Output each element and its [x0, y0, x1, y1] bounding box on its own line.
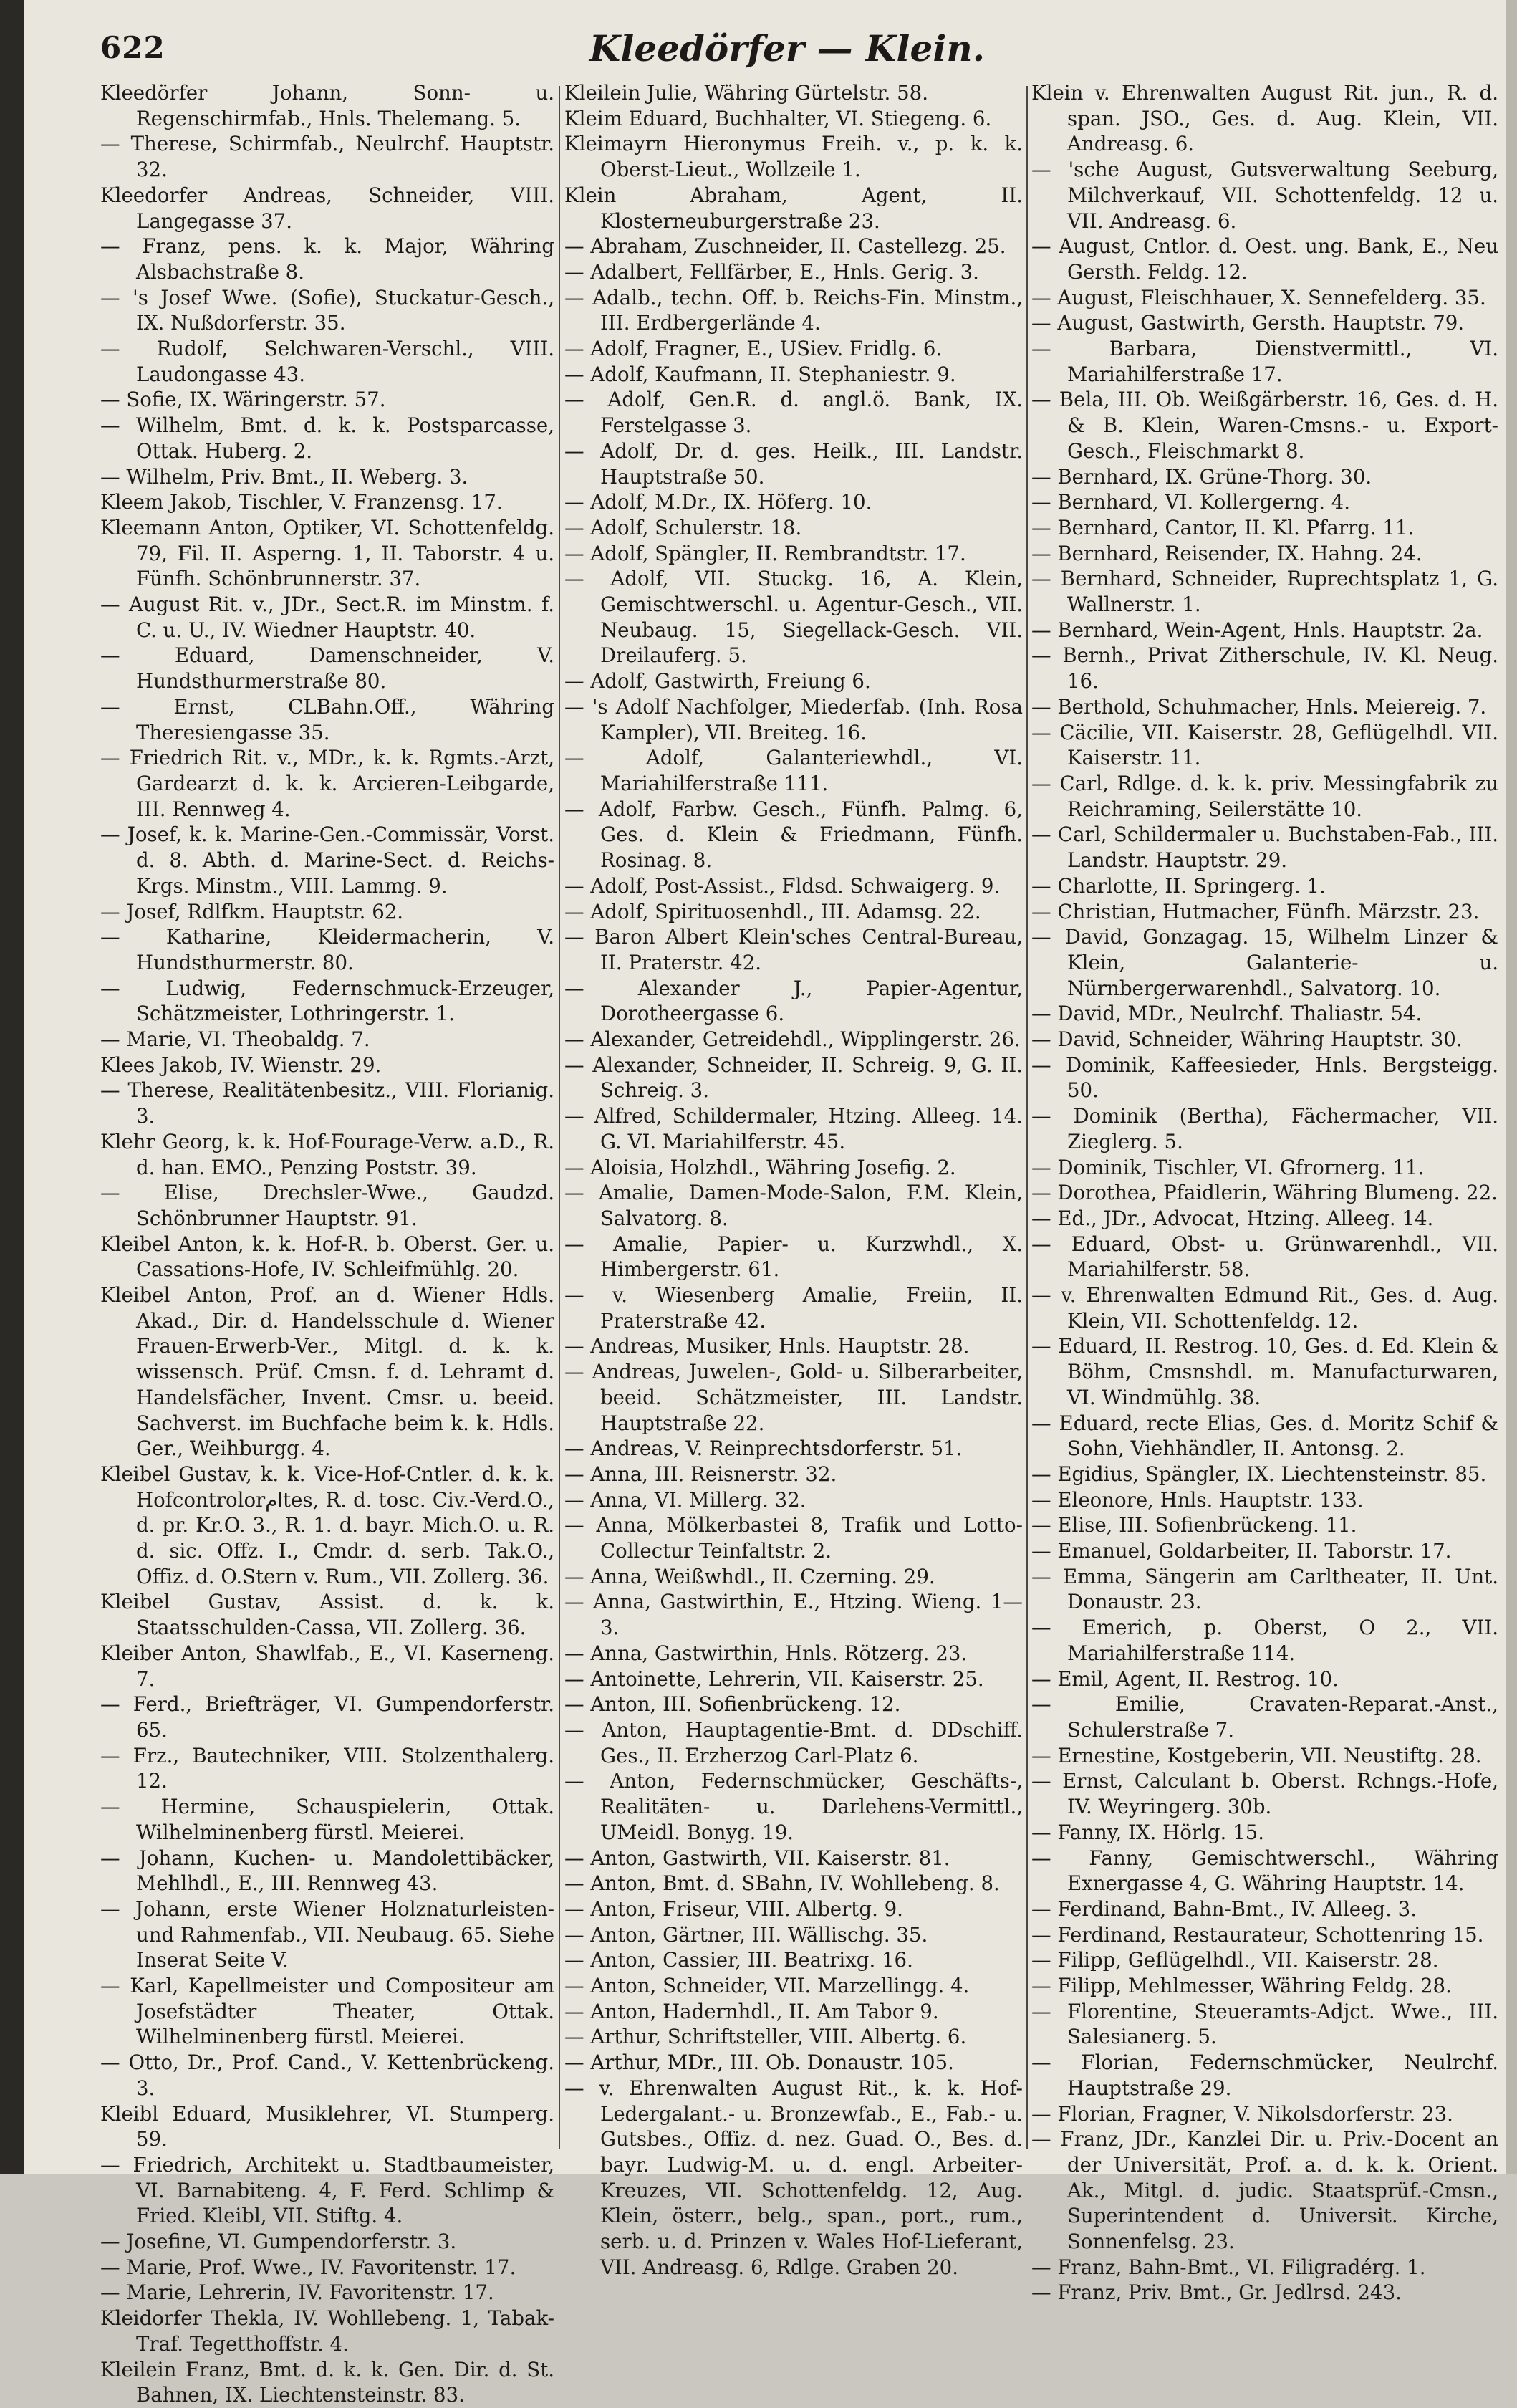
directory-entry: — 's Adolf Nachfolger, Miederfab. (Inh. Rosa Kampler), VII. Breiteg. 16. — [564, 694, 1023, 744]
directory-entry: Kleibel Anton, k. k. Hof-R. b. Oberst. Ger. u. Cassations-Hofe, IV. Schleifmühlg. 20. — [100, 1232, 554, 1282]
directory-entry: — August, Cntlor. d. Oest. ung. Bank, E., Neu Gersth. Feldg. 12. — [1031, 234, 1498, 284]
directory-entry: — Emma, Sängerin am Carltheater, II. Unt. Donaustr. 23. — [1031, 1564, 1498, 1614]
directory-entry: — Hermine, Schauspielerin, Ottak. Wilhelminenberg fürstl. Meierei. — [100, 1795, 554, 1844]
directory-entry: Kleibel Gustav, k. k. Vice-Hof-Cntler. d. k. k. Hofcontrolorامtes, R. d. tosc. Civ.-Verd.O., d. pr. Kr.O. 3., R. 1. d. bayr. Mich.O. u. R. d. sic. Offz. I., Cmdr. d. serb. Tak.O., Offiz. d. O.Stern v. Rum., VII. Zollerg. 36. — [100, 1462, 554, 1588]
directory-entry: — Anton, Hadernhdl., II. Am Tabor 9. — [564, 1999, 939, 2023]
directory-entry: — Anton, Gärtner, III. Wällischg. 35. — [564, 1922, 928, 1947]
page-number: 622 — [100, 30, 165, 65]
left-binding-edge — [0, 0, 24, 2174]
directory-entry: Kleim Eduard, Buchhalter, VI. Stiegeng. 6. — [564, 106, 992, 130]
directory-entry: — Anton, Gastwirth, VII. Kaiserstr. 81. — [564, 1846, 950, 1870]
column-divider — [559, 86, 560, 2149]
directory-entry: — Amalie, Damen-Mode-Salon, F.M. Klein, Salvatorg. 8. — [564, 1181, 1023, 1230]
directory-entry: — Franz, Bahn-Bmt., VI. Filigradérg. 1. — [1031, 2255, 1426, 2279]
column-right — [1031, 80, 1498, 2305]
directory-entry: — Adolf, Spirituosenhdl., III. Adamsg. 22. — [564, 899, 981, 924]
directory-entry: Klees Jakob, IV. Wienstr. 29. — [100, 1052, 382, 1077]
directory-entry: — Amalie, Papier- u. Kurzwhdl., X. Himbergerstr. 61. — [564, 1232, 1023, 1282]
directory-entry: — Charlotte, II. Springerg. 1. — [1031, 873, 1326, 898]
directory-entry: — August, Fleischhauer, X. Sennefelderg. 35. — [1031, 285, 1486, 310]
directory-entry: — Adolf, Galanteriewhdl., VI. Mariahilferstraße 111. — [564, 746, 1023, 795]
directory-entry: — David, MDr., Neulrchf. Thaliastr. 54. — [1031, 1002, 1422, 1026]
directory-entry: — Elise, III. Sofienbrückeng. 11. — [1031, 1513, 1357, 1538]
running-head: Kleedörfer — Klein. — [589, 27, 986, 69]
directory-entry: Kleemann Anton, Optiker, VI. Schottenfeldg. 79, Fil. II. Asperng. 1, II. Taborstr. 4 u. Fünfh. Schönbrunnerstr. 37. — [100, 515, 554, 591]
directory-entry: — Franz, JDr., Kanzlei Dir. u. Priv.-Docent an der Universität, Prof. a. d. k. k. Orient. Ak., Mitgl. d. judic. Staatsprüf.-Cmsn., Superintendent d. Universit. Kirche, Sonnenfelsg. 23. — [1031, 2127, 1498, 2254]
directory-entry: — Anton, III. Sofienbrückeng. 12. — [564, 1692, 901, 1717]
directory-entry: — Adolf, Fragner, E., USiev. Fridlg. 6. — [564, 337, 943, 361]
directory-entry: — v. Ehrenwalten Edmund Rit., Ges. d. Aug. Klein, VII. Schottenfeldg. 12. — [1031, 1283, 1498, 1333]
directory-entry: — David, Gonzagag. 15, Wilhelm Linzer & Klein, Galanterie- u. Nürnbergerwarenhdl., Salvatorg. 10. — [1031, 925, 1498, 1000]
directory-entry: — Adolf, Kaufmann, II. Stephaniestr. 9. — [564, 362, 956, 386]
directory-entry: — August, Gastwirth, Gersth. Hauptstr. 79. — [1031, 311, 1465, 335]
directory-entry: — Elise, Drechsler-Wwe., Gaudzd. Schönbrunner Hauptstr. 91. — [100, 1181, 554, 1230]
directory-entry: — Dominik, Kaffeesieder, Hnls. Bergsteigg. 50. — [1031, 1052, 1498, 1103]
directory-entry: — Anton, Cassier, III. Beatrixg. 16. — [564, 1948, 913, 1972]
column-divider — [1026, 86, 1028, 2149]
directory-entry: — Ferd., Briefträger, VI. Gumpendorferstr. 65. — [100, 1692, 554, 1742]
directory-entry: — Fanny, IX. Hörlg. 15. — [1031, 1820, 1264, 1844]
directory-entry: — Frz., Bautechniker, VIII. Stolzenthalerg. 12. — [100, 1743, 554, 1793]
directory-entry: — David, Schneider, Währing Hauptstr. 30. — [1031, 1027, 1463, 1052]
directory-entry: — Ludwig, Federnschmuck-Erzeuger, Schätzmeister, Lothringerstr. 1. — [100, 976, 554, 1026]
right-page-edge — [1506, 0, 1517, 2174]
directory-entry: — Adolf, Farbw. Gesch., Fünfh. Palmg. 6, Ges. d. Klein & Friedmann, Fünfh. Rosinag. 8. — [564, 797, 1023, 873]
directory-entry: — August Rit. v., JDr., Sect.R. im Minstm. f. C. u. U., IV. Wiedner Hauptstr. 40. — [100, 593, 554, 642]
directory-entry: — Franz, Priv. Bmt., Gr. Jedlrsd. 243. — [1031, 2280, 1402, 2305]
column-left — [100, 80, 554, 2407]
directory-entry: — Therese, Realitätenbesitz., VIII. Florianig. 3. — [100, 1078, 554, 1128]
directory-entry: Klein v. Ehrenwalten August Rit. jun., R. d. span. JSO., Ges. d. Aug. Klein, VII. Andreasg. 6. — [1031, 81, 1498, 156]
directory-entry: — Aloisia, Holzhdl., Währing Josefig. 2. — [564, 1155, 956, 1179]
directory-entry: — Ed., JDr., Advocat, Htzing. Alleeg. 14. — [1031, 1206, 1434, 1230]
directory-entry: — Therese, Schirmfab., Neulrchf. Hauptstr. 32. — [100, 132, 554, 182]
directory-entry: Kleibel Gustav, Assist. d. k. k. Staatsschulden-Cassa, VII. Zollerg. 36. — [100, 1590, 554, 1640]
directory-entry: — Ferdinand, Bahn-Bmt., IV. Alleeg. 3. — [1031, 1896, 1417, 1921]
directory-entry: — Ernestine, Kostgeberin, VII. Neustiftg. 28. — [1031, 1743, 1482, 1767]
directory-entry: — Emil, Agent, II. Restrog. 10. — [1031, 1666, 1339, 1691]
directory-entry: — Emanuel, Goldarbeiter, II. Taborstr. 17. — [1031, 1539, 1452, 1563]
directory-entry: — Adolf, Schulerstr. 18. — [564, 515, 802, 539]
directory-entry: — Anna, Weißwhdl., II. Czerning. 29. — [564, 1564, 935, 1588]
directory-entry: — Sofie, IX. Wäringerstr. 57. — [100, 388, 386, 412]
directory-entry: — Alfred, Schildermaler, Htzing. Alleeg. 14. G. VI. Mariahilferstr. 45. — [564, 1104, 1023, 1153]
directory-entry: — Karl, Kapellmeister und Compositeur am Josefstädter Theater, Ottak. Wilhelminenberg fürstl. Meierei. — [100, 1974, 554, 2049]
directory-entry: — Adolf, VII. Stuckg. 16, A. Klein, Gemischtwerschl. u. Agentur-Gesch., VII. Neubaug. 15, Siegellack-Gesch. VII. Dreilauferg. 5. — [564, 567, 1023, 668]
column-middle — [564, 80, 1023, 2279]
directory-entry: — Adalbert, Fellfärber, E., Hnls. Gerig. 3. — [564, 259, 979, 284]
directory-entry: — Carl, Schildermaler u. Buchstaben-Fab., III. Landstr. Hauptstr. 29. — [1031, 822, 1498, 873]
directory-entry: — Eduard, Damenschneider, V. Hundsthurmerstraße 80. — [100, 643, 554, 694]
directory-entry: — Dominik (Bertha), Fächermacher, VII. Zieglerg. 5. — [1031, 1104, 1498, 1153]
directory-entry: — Eduard, Obst- u. Grünwarenhdl., VII. Mariahilferstr. 58. — [1031, 1232, 1498, 1282]
directory-entry: — Anton, Bmt. d. SBahn, IV. Wohllebeng. 8. — [564, 1871, 1000, 1896]
directory-entry: — Anton, Schneider, VII. Marzellingg. 4. — [564, 1974, 970, 1998]
directory-entry: — Anna, VI. Millerg. 32. — [564, 1487, 806, 1512]
directory-entry: — Ferdinand, Restaurateur, Schottenring 15. — [1031, 1922, 1484, 1947]
directory-entry: — Barbara, Dienstvermittl., VI. Mariahilferstraße 17. — [1031, 337, 1498, 386]
directory-entry: — Anna, III. Reisnerstr. 32. — [564, 1462, 837, 1486]
directory-entry: — Johann, erste Wiener Holznaturleisten- und Rahmenfab., VII. Neubaug. 65. Siehe Inserat Seite V. — [100, 1896, 554, 1972]
directory-entry: — Abraham, Zuschneider, II. Castellezg. 25. — [564, 234, 1006, 259]
directory-entry: — Dominik, Tischler, VI. Gfrornerg. 11. — [1031, 1155, 1425, 1179]
directory-entry: — Emilie, Cravaten-Reparat.-Anst., Schulerstraße 7. — [1031, 1692, 1498, 1742]
directory-entry: — Anton, Friseur, VIII. Albertg. 9. — [564, 1896, 903, 1921]
directory-entry: — Berthold, Schuhmacher, Hnls. Meiereig. 7. — [1031, 694, 1487, 719]
directory-entry: — Adolf, Gastwirth, Freiung 6. — [564, 669, 871, 694]
directory-entry: — Ernst, CLBahn.Off., Währing Theresiengasse 35. — [100, 694, 554, 744]
directory-entry: Kleidorfer Thekla, IV. Wohllebeng. 1, Tabak-Traf. Tegetthoffstr. 4. — [100, 2306, 554, 2356]
directory-entry: — Eleonore, Hnls. Hauptstr. 133. — [1031, 1487, 1364, 1512]
directory-entry: — Franz, pens. k. k. Major, Währing Alsbachstraße 8. — [100, 234, 554, 284]
directory-entry: — Florentine, Steueramts-Adjct. Wwe., III. Salesianerg. 5. — [1031, 1999, 1498, 2049]
directory-entry: — Marie, Prof. Wwe., IV. Favoritenstr. 17. — [100, 2255, 516, 2279]
directory-entry: — Bernh., Privat Zitherschule, IV. Kl. Neug. 16. — [1031, 643, 1498, 694]
directory-entry: — Bernhard, Schneider, Ruprechtsplatz 1, G. Wallnerstr. 1. — [1031, 567, 1498, 617]
directory-entry: — Filipp, Geflügelhdl., VII. Kaiserstr. 28. — [1031, 1948, 1439, 1972]
directory-entry: — Josef, k. k. Marine-Gen.-Commissär, Vorst. d. 8. Abth. d. Marine-Sect. d. Reichs-Krgs. Minstm., VIII. Lammg. 9. — [100, 822, 554, 898]
directory-entry: — Eduard, recte Elias, Ges. d. Moritz Schif & Sohn, Viehhändler, II. Antonsg. 2. — [1031, 1411, 1498, 1461]
directory-entry: — Christian, Hutmacher, Fünfh. Märzstr. 23. — [1031, 899, 1480, 924]
directory-entry: — Anna, Gastwirthin, Hnls. Rötzerg. 23. — [564, 1641, 968, 1665]
page-header — [100, 26, 1474, 76]
directory-entry: — Florian, Federnschmücker, Neulrchf. Hauptstraße 29. — [1031, 2050, 1498, 2100]
directory-entry: — Fanny, Gemischtwerschl., Währing Exnergasse 4, G. Währing Hauptstr. 14. — [1031, 1846, 1498, 1896]
directory-entry: — Adolf, Gen.R. d. angl.ö. Bank, IX. Ferstelgasse 3. — [564, 388, 1023, 438]
directory-entry: — v. Wiesenberg Amalie, Freiin, II. Praterstraße 42. — [564, 1283, 1023, 1333]
directory-entry: — Andreas, V. Reinprechtsdorferstr. 51. — [564, 1436, 963, 1461]
directory-entry: — Alexander, Getreidehdl., Wipplingerstr. 26. — [564, 1027, 1021, 1052]
directory-entry: Kleedorfer Andreas, Schneider, VIII. Langegasse 37. — [100, 183, 554, 233]
directory-entry: — Arthur, MDr., III. Ob. Donaustr. 105. — [564, 2050, 954, 2075]
directory-entry: — Marie, Lehrerin, IV. Favoritenstr. 17. — [100, 2280, 494, 2305]
directory-entry: — Ernst, Calculant b. Oberst. Rchngs.-Hofe, IV. Weyringerg. 30b. — [1031, 1769, 1498, 1819]
directory-entry: — Wilhelm, Priv. Bmt., II. Weberg. 3. — [100, 464, 468, 489]
directory-entry: — Katharine, Kleidermacherin, V. Hundsthurmerstr. 80. — [100, 925, 554, 974]
directory-entry: — Josef, Rdlfkm. Hauptstr. 62. — [100, 899, 404, 924]
directory-entry: — Anna, Mölkerbastei 8, Trafik und Lotto-Collectur Teinfaltstr. 2. — [564, 1513, 1023, 1563]
directory-entry: — Anna, Gastwirthin, E., Htzing. Wieng. 1—3. — [564, 1590, 1023, 1640]
directory-entry: — Alexander J., Papier-Agentur, Dorotheergasse 6. — [564, 976, 1023, 1026]
directory-entry: — Filipp, Mehlmesser, Währing Feldg. 28. — [1031, 1974, 1452, 1998]
directory-entry: — Bernhard, Reisender, IX. Hahng. 24. — [1031, 541, 1422, 565]
directory-entry: — Andreas, Juwelen-, Gold- u. Silberarbeiter, beeid. Schätzmeister, III. Landstr. Hauptstraße 22. — [564, 1360, 1023, 1435]
directory-entry: — Friedrich, Architekt u. Stadtbaumeister, VI. Barnabiteng. 4, F. Ferd. Schlimp & Fried. Kleibl, VII. Stiftg. 4. — [100, 2152, 554, 2228]
directory-entry: Klein Abraham, Agent, II. Klosterneuburgerstraße 23. — [564, 183, 1023, 233]
directory-entry: — Antoinette, Lehrerin, VII. Kaiserstr. 25. — [564, 1666, 984, 1691]
directory-entry: — Bernhard, Wein-Agent, Hnls. Hauptstr. 2a. — [1031, 618, 1483, 642]
directory-entry: — Adalb., techn. Off. b. Reichs-Fin. Minstm., III. Erdbergerlände 4. — [564, 285, 1023, 335]
directory-entry: — Rudolf, Selchwaren-Verschl., VIII. Laudongasse 43. — [100, 337, 554, 386]
directory-entry: Klehr Georg, k. k. Hof-Fourage-Verw. a.D., R. d. han. EMO., Penzing Poststr. 39. — [100, 1129, 554, 1179]
directory-entry: — Bernhard, VI. Kollergerng. 4. — [1031, 490, 1351, 514]
directory-entry: — Adolf, Dr. d. ges. Heilk., III. Landstr. Hauptstraße 50. — [564, 438, 1023, 489]
directory-entry: Kleem Jakob, Tischler, V. Franzensg. 17. — [100, 490, 503, 514]
directory-entry: — Egidius, Spängler, IX. Liechtensteinstr. 85. — [1031, 1462, 1487, 1486]
directory-entry: — Marie, VI. Theobaldg. 7. — [100, 1027, 370, 1052]
directory-entry: Kleilein Franz, Bmt. d. k. k. Gen. Dir. d. St. Bahnen, IX. Liechtensteinstr. 83. — [100, 2357, 554, 2407]
directory-entry: Kleedörfer Johann, Sonn- u. Regenschirmfab., Hnls. Thelemang. 5. — [100, 81, 554, 130]
directory-entry: — Florian, Fragner, V. Nikolsdorferstr. 23. — [1031, 2101, 1453, 2126]
directory-entry: — Anton, Federnschmücker, Geschäfts-, Realitäten- u. Darlehens-Vermittl., UMeidl. Bonyg. 19. — [564, 1769, 1023, 1844]
directory-entry: — Adolf, Spängler, II. Rembrandtstr. 17. — [564, 541, 966, 565]
directory-entry: — Eduard, II. Restrog. 10, Ges. d. Ed. Klein & Böhm, Cmsnshdl. m. Manufacturwaren, VI. Windmühlg. 38. — [1031, 1334, 1498, 1409]
directory-entry: — v. Ehrenwalten August Rit., k. k. Hof-Ledergalant.- u. Bronzewfab., E., Fab.- u. Gutsbes., Offiz. d. nez. Guad. O., Bes. d. bayr. Ludwig-M. u. d. engl. Arbeiter-Kreuzes, VII. Schottenfeldg. 12, Aug. Klein, österr., belg., span., port., rum., serb. u. d. Prinzen v. Wales Hof-Lieferant, VII. Andreasg. 6, Rdlge. Graben 20. — [564, 2076, 1023, 2279]
directory-entry: — Bernhard, Cantor, II. Kl. Pfarrg. 11. — [1031, 515, 1415, 539]
directory-entry: — Adolf, M.Dr., IX. Höferg. 10. — [564, 490, 872, 514]
directory-entry: — Dorothea, Pfaidlerin, Währing Blumeng. 22. — [1031, 1181, 1498, 1205]
directory-entry: — Emerich, p. Oberst, O 2., VII. Mariahilferstraße 114. — [1031, 1616, 1498, 1665]
directory-entry: — 'sche August, Gutsverwaltung Seeburg, Milchverkauf, VII. Schottenfeldg. 12 u. VII. Andreasg. 6. — [1031, 158, 1498, 233]
directory-entry: — Alexander, Schneider, II. Schreig. 9, G. II. Schreig. 3. — [564, 1052, 1023, 1103]
directory-entry: — Anton, Hauptagentie-Bmt. d. DDschiff. Ges., II. Erzherzog Carl-Platz 6. — [564, 1718, 1023, 1767]
directory-entry: Kleilein Julie, Währing Gürtelstr. 58. — [564, 81, 928, 105]
directory-entry: — Adolf, Post-Assist., Fldsd. Schwaigerg. 9. — [564, 873, 1001, 898]
directory-entry: — Johann, Kuchen- u. Mandolettibäcker, Mehlhdl., E., III. Rennweg 43. — [100, 1846, 554, 1896]
directory-entry: Kleibel Anton, Prof. an d. Wiener Hdls. Akad., Dir. d. Handelsschule d. Wiener Frauen-Erwerb-Ver., Mitgl. d. k. k. wissensch. Prüf. Cmsn. f. d. Lehramt d. Handelsfächer, Invent. Cmsr. u. beeid. Sachverst. im Buchfache beim k. k. Hdls. Ger., Weihburgg. 4. — [100, 1283, 554, 1461]
directory-entry: — Baron Albert Klein'sches Central-Bureau, II. Praterstr. 42. — [564, 925, 1023, 974]
directory-entry: — Arthur, Schriftsteller, VIII. Albertg. 6. — [564, 2025, 967, 2049]
directory-entry: — 's Josef Wwe. (Sofie), Stuckatur-Gesch., IX. Nußdorferstr. 35. — [100, 285, 554, 335]
directory-entry: — Andreas, Musiker, Hnls. Hauptstr. 28. — [564, 1334, 970, 1358]
directory-entry: Kleibl Eduard, Musiklehrer, VI. Stumperg. 59. — [100, 2101, 554, 2152]
directory-entry: — Wilhelm, Bmt. d. k. k. Postsparcasse, Ottak. Huberg. 2. — [100, 413, 554, 463]
directory-entry: — Otto, Dr., Prof. Cand., V. Kettenbrückeng. 3. — [100, 2050, 554, 2100]
directory-entry: Kleimayrn Hieronymus Freih. v., p. k. k. Oberst-Lieut., Wollzeile 1. — [564, 132, 1023, 182]
directory-entry: — Carl, Rdlge. d. k. k. priv. Messingfabrik zu Reichraming, Seilerstätte 10. — [1031, 771, 1498, 821]
directory-entry: — Friedrich Rit. v., MDr., k. k. Rgmts.-Arzt, Gardearzt d. k. k. Arcieren-Leibgarde, III. Rennweg 4. — [100, 746, 554, 821]
directory-entry: — Josefine, VI. Gumpendorferstr. 3. — [100, 2230, 457, 2254]
directory-entry: Kleiber Anton, Shawlfab., E., VI. Kaserneng. 7. — [100, 1641, 554, 1691]
directory-entry: — Cäcilie, VII. Kaiserstr. 28, Geflügelhdl. VII. Kaiserstr. 11. — [1031, 720, 1498, 770]
directory-entry: — Bernhard, IX. Grüne-Thorg. 30. — [1031, 464, 1372, 489]
directory-entry: — Bela, III. Ob. Weißgärberstr. 16, Ges. d. H. & B. Klein, Waren-Cmsns.- u. Export-Gesch., Fleischmarkt 8. — [1031, 388, 1498, 463]
